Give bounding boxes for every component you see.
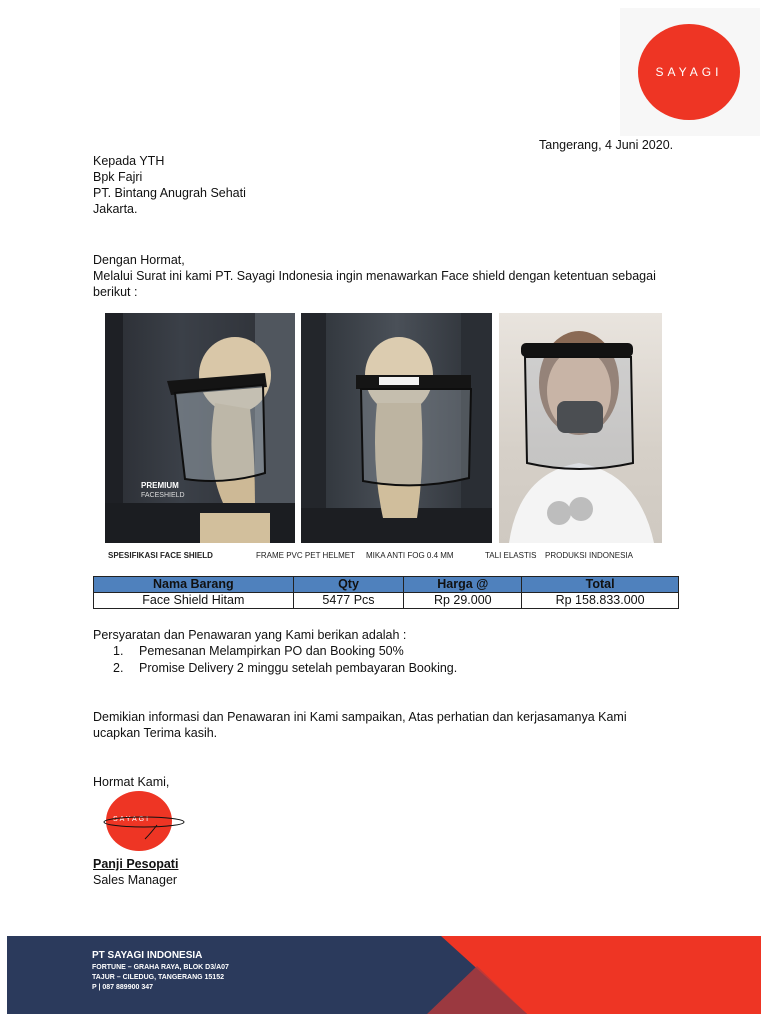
intro-line-2: berikut :: [93, 285, 138, 299]
regards: Hormat Kami,: [93, 775, 170, 789]
mannequin-side-illustration: [105, 313, 295, 543]
signer-name: Panji Pesopati: [93, 857, 179, 871]
table-header-row: [94, 577, 679, 593]
letter-date: Tangerang, 4 Juni 2020.: [539, 138, 674, 152]
mannequin-back-illustration: [301, 313, 492, 543]
recipient-line-4: Jakarta.: [93, 202, 138, 216]
table-header-cell: Qty: [293, 577, 404, 593]
table-cell: Face Shield Hitam: [94, 593, 294, 609]
intro-line-1: Melalui Surat ini kami PT. Sayagi Indonesia ingin menawarkan Face shield dengan ketentuan sebagai: [93, 269, 656, 283]
logo-text: SAYAGI: [655, 65, 723, 79]
photo-caption-premium: PREMIUM: [141, 481, 179, 490]
recipient-line-3: PT. Bintang Anugrah Sehati: [93, 186, 246, 200]
footer-company: PT SAYAGI INDONESIA: [92, 950, 203, 961]
recipient-block: [93, 153, 246, 217]
greeting: Dengan Hormat,: [93, 253, 185, 267]
closing-line-2: ucapkan Terima kasih.: [93, 726, 218, 740]
model-illustration: [499, 313, 662, 543]
recipient-line-2: Bpk Fajri: [93, 170, 143, 184]
footer-address-1: FORTUNE – GRAHA RAYA, BLOK D3/A07: [92, 964, 229, 971]
offer-table: [93, 576, 679, 609]
terms-title: Persyaratan dan Penawaran yang Kami berikan adalah :: [93, 628, 407, 642]
footer-phone: P | 087 889900 347: [92, 984, 153, 991]
signer-title: Sales Manager: [93, 873, 178, 887]
table-header-cell: Total: [522, 577, 679, 593]
list-item-text: Pemesanan Melampirkan PO dan Booking 50%: [139, 644, 404, 658]
logo-circle: [638, 24, 740, 120]
table-header-cell: Nama Barang: [94, 577, 294, 593]
spec-frame: FRAME PVC PET HELMET: [256, 551, 355, 560]
list-item-number: 2.: [113, 661, 124, 675]
spec-tali: TALI ELASTIS: [485, 551, 537, 560]
spec-produksi: PRODUKSI INDONESIA: [545, 551, 634, 560]
closing-line-1: Demikian informasi dan Penawaran ini Kami sampaikan, Atas perhatian dan kerjasamanya Kami: [93, 710, 627, 724]
list-item-text: Promise Delivery 2 minggu setelah pembayaran Booking.: [139, 661, 458, 675]
signature-stamp-text: SAYAGI: [113, 816, 151, 823]
table-cell: 5477 Pcs: [293, 593, 404, 609]
recipient-line-1: Kepada YTH: [93, 154, 165, 168]
photo-faceshield-model: [499, 313, 662, 543]
list-item-number: 1.: [113, 644, 124, 658]
photo-caption-faceshield: FACESHIELD: [141, 492, 185, 499]
footer-address-2: TAJUR – CILEDUG, TANGERANG 15152: [92, 974, 224, 981]
table-row: [94, 593, 679, 609]
spec-mika: MIKA ANTI FOG 0.4 MM: [366, 551, 454, 560]
spec-title: SPESIFIKASI FACE SHIELD: [108, 551, 213, 560]
photo-faceshield-side: [105, 313, 295, 543]
table-header-cell: Harga @: [404, 577, 522, 593]
signature-scribble: [99, 811, 189, 841]
table-cell: Rp 158.833.000: [522, 593, 679, 609]
footer: [7, 936, 761, 1014]
table-cell: Rp 29.000: [404, 593, 522, 609]
photo-faceshield-back: [301, 313, 492, 543]
company-logo: [620, 8, 760, 136]
